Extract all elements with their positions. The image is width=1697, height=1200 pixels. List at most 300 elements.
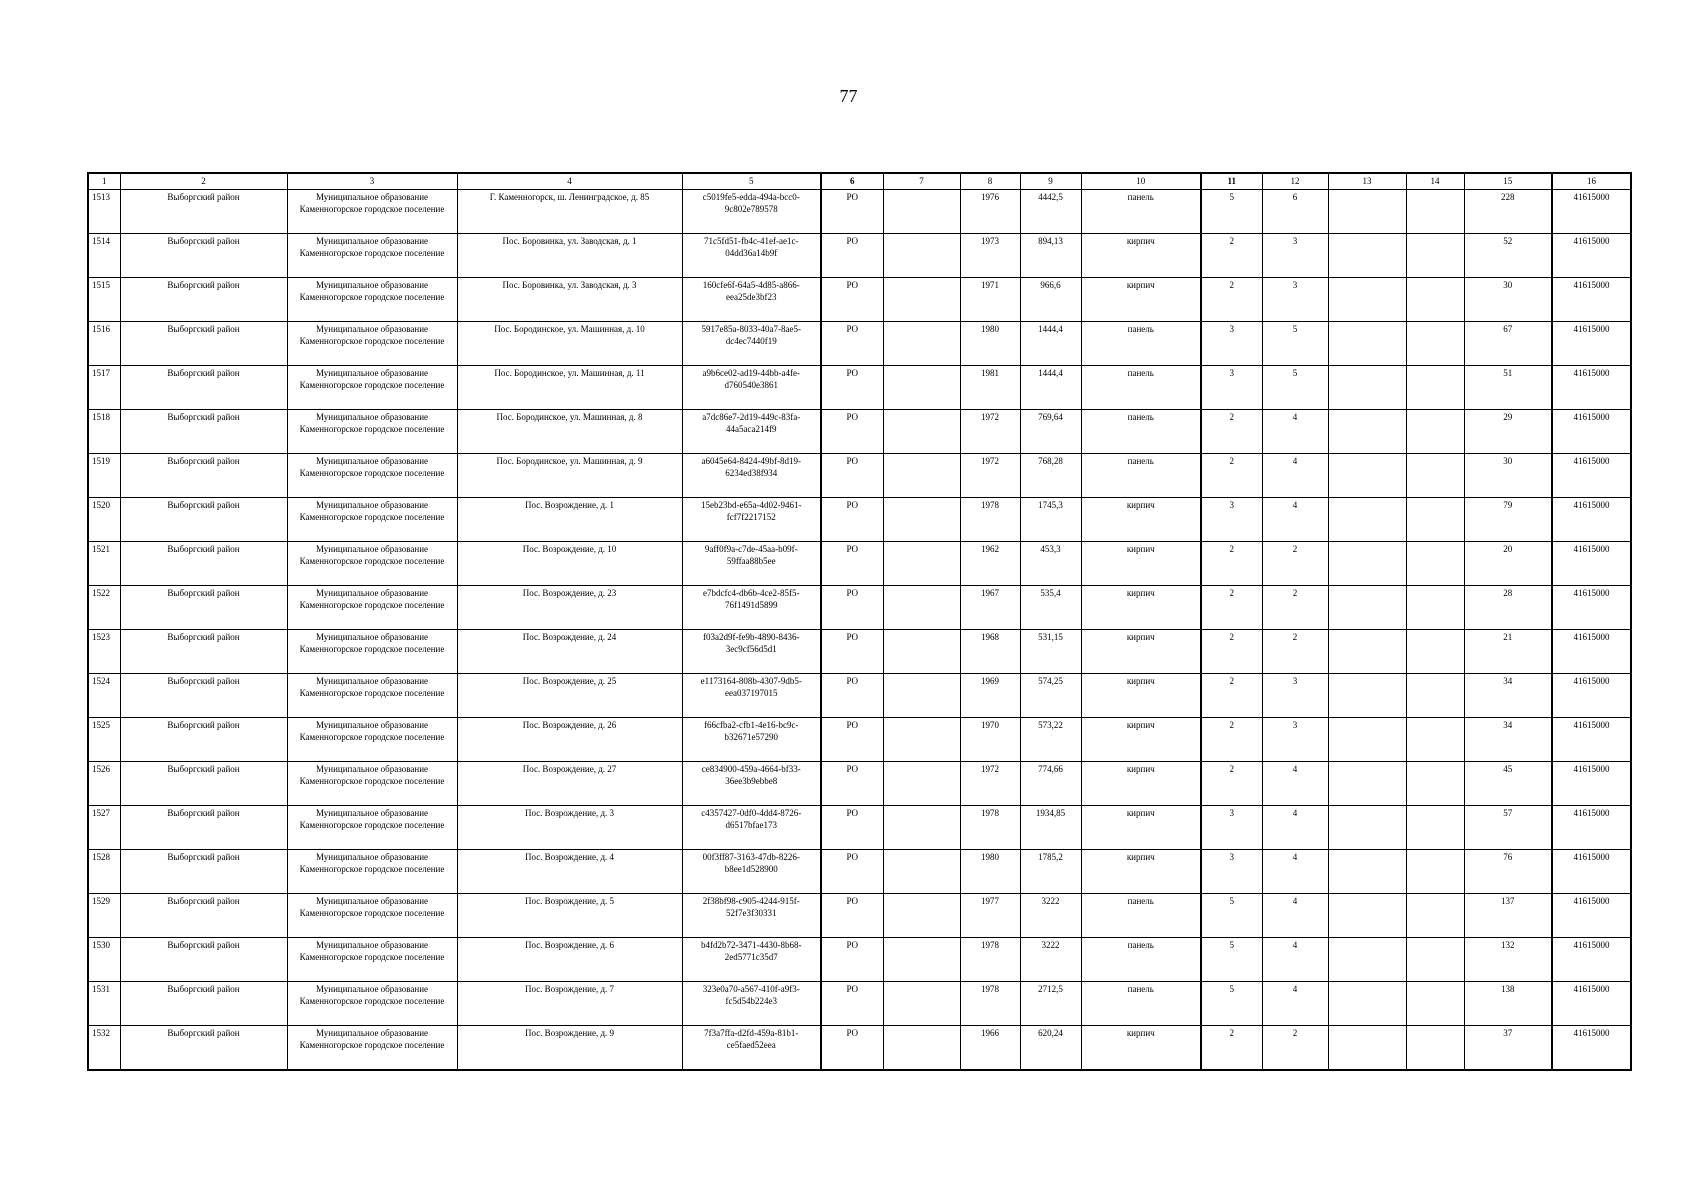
cell-residents: 132 [1464, 938, 1552, 982]
cell-row-number: 1522 [88, 586, 120, 630]
column-header-1: 1 [88, 173, 120, 190]
cell-municipality: Муниципальное образование Каменногорское городское поселение [287, 850, 457, 894]
cell-col13 [1328, 322, 1406, 366]
cell-wall-material: кирпич [1081, 542, 1201, 586]
cell-area: 768,28 [1020, 454, 1081, 498]
cell-year: 1972 [960, 410, 1020, 454]
cell-col7 [883, 322, 960, 366]
cell-wall-material: панель [1081, 190, 1201, 234]
cell-district: Выборгский район [120, 366, 287, 410]
table-row [88, 850, 1631, 894]
cell-address: Пос. Бородинское, ул. Машинная, д. 11 [457, 366, 682, 410]
cell-col12: 4 [1262, 454, 1328, 498]
cell-col14 [1406, 498, 1464, 542]
cell-oktmo: 41615000 [1552, 1026, 1631, 1070]
cell-floors: 5 [1201, 894, 1262, 938]
cell-row-number: 1530 [88, 938, 120, 982]
cell-floors: 5 [1201, 190, 1262, 234]
cell-col13 [1328, 1026, 1406, 1070]
cell-area: 574,25 [1020, 674, 1081, 718]
cell-guid: a6045e64-8424-49bf-8d19-6234ed38f934 [682, 454, 821, 498]
cell-col12: 6 [1262, 190, 1328, 234]
cell-col12: 4 [1262, 498, 1328, 542]
cell-residents: 45 [1464, 762, 1552, 806]
cell-form: РО [821, 454, 883, 498]
cell-municipality: Муниципальное образование Каменногорское городское поселение [287, 630, 457, 674]
cell-floors: 2 [1201, 674, 1262, 718]
cell-municipality: Муниципальное образование Каменногорское городское поселение [287, 718, 457, 762]
column-header-12: 12 [1262, 173, 1328, 190]
cell-floors: 3 [1201, 366, 1262, 410]
cell-floors: 3 [1201, 806, 1262, 850]
cell-wall-material: кирпич [1081, 586, 1201, 630]
cell-year: 1977 [960, 894, 1020, 938]
cell-guid: a7dc86e7-2d19-449c-83fa-44a5aca214f9 [682, 410, 821, 454]
cell-row-number: 1516 [88, 322, 120, 366]
cell-col14 [1406, 850, 1464, 894]
cell-col12: 4 [1262, 806, 1328, 850]
cell-col12: 3 [1262, 674, 1328, 718]
cell-col7 [883, 454, 960, 498]
cell-municipality: Муниципальное образование Каменногорское городское поселение [287, 938, 457, 982]
table-row [88, 718, 1631, 762]
table-row [88, 498, 1631, 542]
cell-year: 1980 [960, 322, 1020, 366]
cell-row-number: 1525 [88, 718, 120, 762]
cell-oktmo: 41615000 [1552, 234, 1631, 278]
cell-municipality: Муниципальное образование Каменногорское городское поселение [287, 454, 457, 498]
cell-residents: 79 [1464, 498, 1552, 542]
cell-col13 [1328, 542, 1406, 586]
cell-col14 [1406, 234, 1464, 278]
cell-guid: ce834900-459a-4664-bf33-36ee3b9ebbe8 [682, 762, 821, 806]
cell-col7 [883, 1026, 960, 1070]
cell-floors: 2 [1201, 630, 1262, 674]
cell-col12: 2 [1262, 586, 1328, 630]
cell-municipality: Муниципальное образование Каменногорское городское поселение [287, 410, 457, 454]
cell-floors: 2 [1201, 278, 1262, 322]
column-header-3: 3 [287, 173, 457, 190]
cell-col7 [883, 894, 960, 938]
cell-form: РО [821, 322, 883, 366]
cell-oktmo: 41615000 [1552, 454, 1631, 498]
cell-municipality: Муниципальное образование Каменногорское городское поселение [287, 674, 457, 718]
cell-area: 966,6 [1020, 278, 1081, 322]
column-header-9: 9 [1020, 173, 1081, 190]
cell-district: Выборгский район [120, 806, 287, 850]
cell-year: 1980 [960, 850, 1020, 894]
cell-area: 531,15 [1020, 630, 1081, 674]
table-row [88, 1026, 1631, 1070]
cell-area: 535,4 [1020, 586, 1081, 630]
cell-year: 1971 [960, 278, 1020, 322]
cell-row-number: 1520 [88, 498, 120, 542]
cell-address: Пос. Возрождение, д. 24 [457, 630, 682, 674]
cell-wall-material: панель [1081, 938, 1201, 982]
table-row [88, 806, 1631, 850]
cell-address: Пос. Возрождение, д. 7 [457, 982, 682, 1026]
cell-floors: 2 [1201, 762, 1262, 806]
cell-form: РО [821, 938, 883, 982]
cell-form: РО [821, 498, 883, 542]
cell-form: РО [821, 806, 883, 850]
cell-residents: 137 [1464, 894, 1552, 938]
cell-year: 1970 [960, 718, 1020, 762]
cell-year: 1967 [960, 586, 1020, 630]
cell-form: РО [821, 278, 883, 322]
column-header-13: 13 [1328, 173, 1406, 190]
cell-col14 [1406, 454, 1464, 498]
cell-oktmo: 41615000 [1552, 718, 1631, 762]
cell-address: Пос. Бородинское, ул. Машинная, д. 8 [457, 410, 682, 454]
cell-residents: 67 [1464, 322, 1552, 366]
cell-municipality: Муниципальное образование Каменногорское городское поселение [287, 542, 457, 586]
cell-residents: 29 [1464, 410, 1552, 454]
cell-area: 894,13 [1020, 234, 1081, 278]
cell-form: РО [821, 894, 883, 938]
cell-year: 1969 [960, 674, 1020, 718]
cell-wall-material: кирпич [1081, 806, 1201, 850]
cell-col14 [1406, 190, 1464, 234]
column-header-7: 7 [883, 173, 960, 190]
table-row [88, 982, 1631, 1026]
column-header-2: 2 [120, 173, 287, 190]
table-row [88, 894, 1631, 938]
cell-row-number: 1524 [88, 674, 120, 718]
cell-district: Выборгский район [120, 938, 287, 982]
cell-year: 1962 [960, 542, 1020, 586]
cell-col7 [883, 278, 960, 322]
cell-col13 [1328, 806, 1406, 850]
cell-guid: 2f38bf98-c905-4244-915f-52f7e3f30331 [682, 894, 821, 938]
cell-col7 [883, 366, 960, 410]
page-number: 77 [839, 86, 858, 106]
cell-oktmo: 41615000 [1552, 498, 1631, 542]
cell-col7 [883, 234, 960, 278]
cell-address: Пос. Бородинское, ул. Машинная, д. 9 [457, 454, 682, 498]
cell-oktmo: 41615000 [1552, 630, 1631, 674]
cell-district: Выборгский район [120, 498, 287, 542]
cell-col12: 4 [1262, 850, 1328, 894]
cell-wall-material: панель [1081, 410, 1201, 454]
cell-oktmo: 41615000 [1552, 982, 1631, 1026]
cell-row-number: 1528 [88, 850, 120, 894]
cell-row-number: 1518 [88, 410, 120, 454]
cell-guid: f03a2d9f-fe9b-4890-8436-3ec9cf56d5d1 [682, 630, 821, 674]
cell-district: Выборгский район [120, 850, 287, 894]
cell-col14 [1406, 322, 1464, 366]
cell-guid: 15eb23bd-e65a-4d02-9461-fcf7f2217152 [682, 498, 821, 542]
cell-row-number: 1514 [88, 234, 120, 278]
cell-residents: 28 [1464, 586, 1552, 630]
cell-wall-material: кирпич [1081, 674, 1201, 718]
cell-district: Выборгский район [120, 982, 287, 1026]
cell-residents: 57 [1464, 806, 1552, 850]
cell-col7 [883, 630, 960, 674]
cell-wall-material: кирпич [1081, 234, 1201, 278]
cell-guid: c4357427-0df0-4dd4-8726-d6517bfae173 [682, 806, 821, 850]
cell-oktmo: 41615000 [1552, 850, 1631, 894]
cell-row-number: 1529 [88, 894, 120, 938]
table-row [88, 938, 1631, 982]
cell-municipality: Муниципальное образование Каменногорское городское поселение [287, 234, 457, 278]
cell-area: 4442,5 [1020, 190, 1081, 234]
cell-row-number: 1515 [88, 278, 120, 322]
cell-district: Выборгский район [120, 234, 287, 278]
cell-residents: 34 [1464, 674, 1552, 718]
cell-form: РО [821, 410, 883, 454]
cell-form: РО [821, 850, 883, 894]
cell-oktmo: 41615000 [1552, 366, 1631, 410]
cell-col7 [883, 938, 960, 982]
cell-year: 1976 [960, 190, 1020, 234]
cell-col13 [1328, 938, 1406, 982]
cell-col12: 5 [1262, 366, 1328, 410]
cell-residents: 20 [1464, 542, 1552, 586]
cell-residents: 76 [1464, 850, 1552, 894]
cell-oktmo: 41615000 [1552, 806, 1631, 850]
cell-col14 [1406, 718, 1464, 762]
cell-oktmo: 41615000 [1552, 762, 1631, 806]
cell-address: Пос. Возрождение, д. 6 [457, 938, 682, 982]
cell-oktmo: 41615000 [1552, 322, 1631, 366]
table-row [88, 630, 1631, 674]
cell-col12: 3 [1262, 718, 1328, 762]
cell-guid: 71c5fd51-fb4c-41ef-ae1c-04dd36a14b9f [682, 234, 821, 278]
table-row [88, 674, 1631, 718]
cell-municipality: Муниципальное образование Каменногорское городское поселение [287, 762, 457, 806]
cell-guid: 160cfe6f-64a5-4d85-a866-eea25de3bf23 [682, 278, 821, 322]
cell-area: 573,22 [1020, 718, 1081, 762]
cell-col12: 5 [1262, 322, 1328, 366]
cell-address: Пос. Возрождение, д. 10 [457, 542, 682, 586]
cell-wall-material: панель [1081, 322, 1201, 366]
cell-col14 [1406, 894, 1464, 938]
cell-address: Пос. Возрождение, д. 4 [457, 850, 682, 894]
cell-floors: 3 [1201, 850, 1262, 894]
cell-guid: 7f3a7ffa-d2fd-459a-81b1-ce5faed52eea [682, 1026, 821, 1070]
cell-col14 [1406, 1026, 1464, 1070]
cell-address: Пос. Боровинка, ул. Заводская, д. 3 [457, 278, 682, 322]
cell-wall-material: панель [1081, 894, 1201, 938]
cell-year: 1978 [960, 806, 1020, 850]
cell-col14 [1406, 762, 1464, 806]
cell-col13 [1328, 762, 1406, 806]
cell-year: 1978 [960, 982, 1020, 1026]
cell-address: Пос. Возрождение, д. 23 [457, 586, 682, 630]
cell-guid: 9aff0f9a-c7de-45aa-b09f-59ffaa88b5ee [682, 542, 821, 586]
table-row [88, 190, 1631, 234]
table-row [88, 366, 1631, 410]
cell-oktmo: 41615000 [1552, 894, 1631, 938]
cell-row-number: 1527 [88, 806, 120, 850]
cell-col13 [1328, 630, 1406, 674]
cell-floors: 2 [1201, 718, 1262, 762]
cell-form: РО [821, 718, 883, 762]
cell-col7 [883, 410, 960, 454]
cell-address: Пос. Возрождение, д. 3 [457, 806, 682, 850]
cell-col13 [1328, 718, 1406, 762]
cell-floors: 2 [1201, 454, 1262, 498]
cell-col14 [1406, 938, 1464, 982]
cell-guid: c5019fe5-edda-494a-bcc0-9c802e789578 [682, 190, 821, 234]
cell-guid: 00f3ff87-3163-47db-8226-b8ee1d528900 [682, 850, 821, 894]
cell-residents: 30 [1464, 278, 1552, 322]
cell-row-number: 1526 [88, 762, 120, 806]
cell-row-number: 1531 [88, 982, 120, 1026]
cell-col14 [1406, 542, 1464, 586]
cell-col13 [1328, 190, 1406, 234]
cell-form: РО [821, 234, 883, 278]
cell-district: Выборгский район [120, 674, 287, 718]
cell-residents: 138 [1464, 982, 1552, 1026]
cell-wall-material: панель [1081, 366, 1201, 410]
cell-guid: f66cfba2-cfb1-4e16-bc9c-b32671e57290 [682, 718, 821, 762]
cell-year: 1978 [960, 938, 1020, 982]
cell-residents: 52 [1464, 234, 1552, 278]
cell-wall-material: панель [1081, 982, 1201, 1026]
cell-municipality: Муниципальное образование Каменногорское городское поселение [287, 366, 457, 410]
table-row [88, 278, 1631, 322]
cell-form: РО [821, 674, 883, 718]
column-header-8: 8 [960, 173, 1020, 190]
cell-wall-material: кирпич [1081, 630, 1201, 674]
cell-area: 1934,85 [1020, 806, 1081, 850]
cell-oktmo: 41615000 [1552, 938, 1631, 982]
cell-municipality: Муниципальное образование Каменногорское городское поселение [287, 498, 457, 542]
cell-year: 1981 [960, 366, 1020, 410]
cell-col14 [1406, 410, 1464, 454]
cell-col14 [1406, 806, 1464, 850]
cell-col7 [883, 542, 960, 586]
column-header-11: 11 [1201, 173, 1262, 190]
cell-guid: 323e0a70-a567-410f-a9f3-fc5d54b224e3 [682, 982, 821, 1026]
cell-area: 453,3 [1020, 542, 1081, 586]
cell-guid: e7bdcfc4-db6b-4ce2-85f5-76f1491d5899 [682, 586, 821, 630]
cell-col7 [883, 762, 960, 806]
cell-year: 1972 [960, 762, 1020, 806]
cell-area: 1444,4 [1020, 322, 1081, 366]
cell-floors: 2 [1201, 1026, 1262, 1070]
cell-residents: 21 [1464, 630, 1552, 674]
cell-oktmo: 41615000 [1552, 586, 1631, 630]
cell-col14 [1406, 278, 1464, 322]
cell-col7 [883, 586, 960, 630]
cell-year: 1968 [960, 630, 1020, 674]
cell-address: Пос. Возрождение, д. 9 [457, 1026, 682, 1070]
table-body [88, 190, 1631, 1070]
cell-col7 [883, 718, 960, 762]
cell-area: 769,64 [1020, 410, 1081, 454]
cell-area: 3222 [1020, 894, 1081, 938]
cell-col12: 4 [1262, 938, 1328, 982]
cell-district: Выборгский район [120, 410, 287, 454]
column-header-6: 6 [821, 173, 883, 190]
cell-col13 [1328, 454, 1406, 498]
cell-col14 [1406, 586, 1464, 630]
cell-residents: 34 [1464, 718, 1552, 762]
cell-address: Пос. Бородинское, ул. Машинная, д. 10 [457, 322, 682, 366]
cell-area: 774,66 [1020, 762, 1081, 806]
cell-year: 1973 [960, 234, 1020, 278]
cell-col7 [883, 498, 960, 542]
cell-floors: 2 [1201, 586, 1262, 630]
cell-floors: 2 [1201, 410, 1262, 454]
cell-row-number: 1513 [88, 190, 120, 234]
cell-oktmo: 41615000 [1552, 674, 1631, 718]
cell-form: РО [821, 586, 883, 630]
cell-form: РО [821, 630, 883, 674]
cell-form: РО [821, 982, 883, 1026]
cell-address: Пос. Возрождение, д. 25 [457, 674, 682, 718]
cell-municipality: Муниципальное образование Каменногорское городское поселение [287, 894, 457, 938]
cell-row-number: 1517 [88, 366, 120, 410]
cell-year: 1972 [960, 454, 1020, 498]
cell-col12: 3 [1262, 234, 1328, 278]
cell-col14 [1406, 982, 1464, 1026]
cell-wall-material: кирпич [1081, 718, 1201, 762]
cell-col7 [883, 190, 960, 234]
cell-area: 3222 [1020, 938, 1081, 982]
cell-area: 1785,2 [1020, 850, 1081, 894]
table-row [88, 234, 1631, 278]
column-header-15: 15 [1464, 173, 1552, 190]
cell-form: РО [821, 190, 883, 234]
cell-municipality: Муниципальное образование Каменногорское городское поселение [287, 278, 457, 322]
cell-row-number: 1521 [88, 542, 120, 586]
cell-col13 [1328, 850, 1406, 894]
table-row [88, 586, 1631, 630]
cell-col12: 2 [1262, 542, 1328, 586]
cell-guid: b4fd2b72-3471-4430-8b68-2ed5771c35d7 [682, 938, 821, 982]
cell-district: Выборгский район [120, 1026, 287, 1070]
cell-address: Пос. Возрождение, д. 26 [457, 718, 682, 762]
cell-guid: e1173164-808b-4307-9db5-eea037197015 [682, 674, 821, 718]
cell-district: Выборгский район [120, 190, 287, 234]
cell-oktmo: 41615000 [1552, 410, 1631, 454]
cell-residents: 228 [1464, 190, 1552, 234]
table-row [88, 410, 1631, 454]
cell-district: Выборгский район [120, 586, 287, 630]
cell-municipality: Муниципальное образование Каменногорское городское поселение [287, 586, 457, 630]
cell-form: РО [821, 762, 883, 806]
cell-wall-material: кирпич [1081, 762, 1201, 806]
cell-area: 1745,3 [1020, 498, 1081, 542]
cell-col12: 4 [1262, 762, 1328, 806]
cell-col12: 2 [1262, 1026, 1328, 1070]
cell-row-number: 1519 [88, 454, 120, 498]
cell-col14 [1406, 674, 1464, 718]
cell-address: Пос. Возрождение, д. 1 [457, 498, 682, 542]
cell-wall-material: кирпич [1081, 850, 1201, 894]
cell-municipality: Муниципальное образование Каменногорское городское поселение [287, 190, 457, 234]
cell-floors: 3 [1201, 498, 1262, 542]
cell-wall-material: кирпич [1081, 1026, 1201, 1070]
cell-floors: 2 [1201, 542, 1262, 586]
cell-col13 [1328, 366, 1406, 410]
cell-area: 620,24 [1020, 1026, 1081, 1070]
cell-col12: 3 [1262, 278, 1328, 322]
cell-area: 1444,4 [1020, 366, 1081, 410]
cell-wall-material: кирпич [1081, 498, 1201, 542]
cell-district: Выборгский район [120, 894, 287, 938]
column-header-5: 5 [682, 173, 821, 190]
table-row [88, 542, 1631, 586]
cell-row-number: 1532 [88, 1026, 120, 1070]
cell-floors: 3 [1201, 322, 1262, 366]
column-header-14: 14 [1406, 173, 1464, 190]
cell-col12: 4 [1262, 894, 1328, 938]
